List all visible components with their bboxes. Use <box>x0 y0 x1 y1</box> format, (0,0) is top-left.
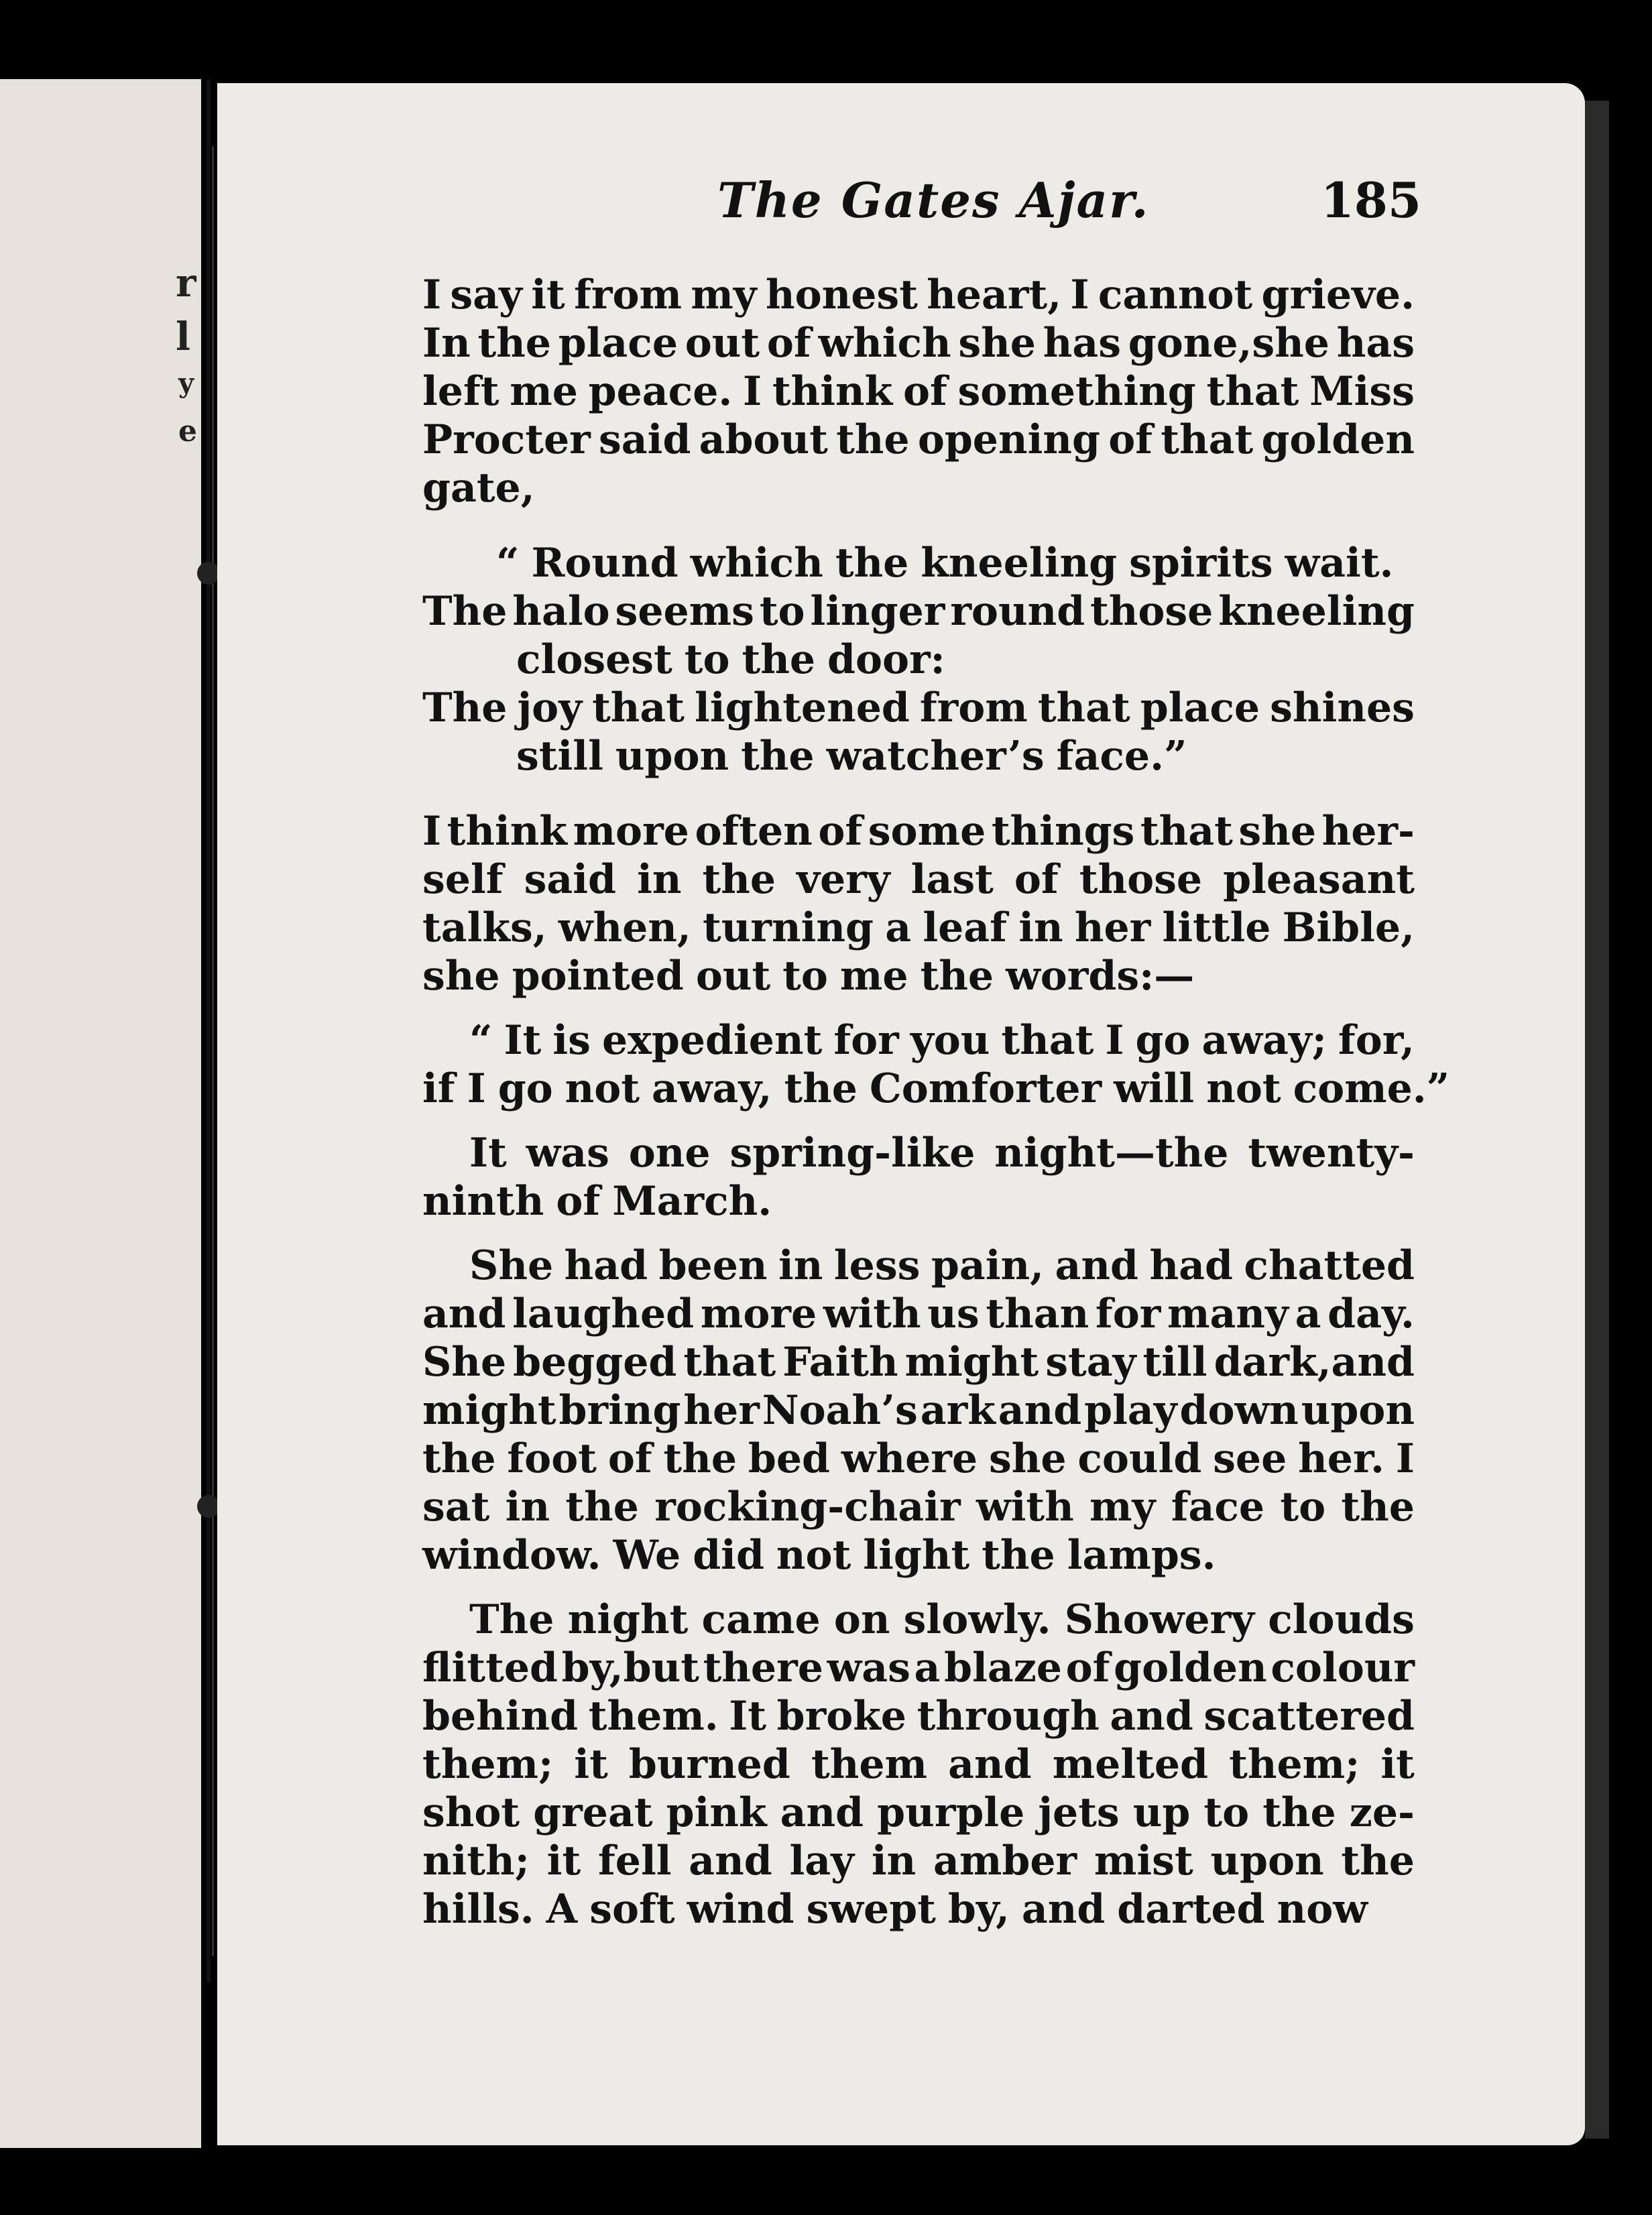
text-line: nith; it fell and lay in amber mist upon the <box>422 1838 1415 1884</box>
text-line: The halo seems to linger round those kneeling <box>422 588 1415 635</box>
text-line: might bring her Noah’s ark and play down upon <box>422 1387 1415 1434</box>
text-line: talks, when, turning a leaf in her little Bible, <box>422 904 1415 951</box>
book-binding-gutter <box>201 79 217 1983</box>
text-line: ninth of March. <box>422 1178 772 1225</box>
facing-page-char: y <box>178 367 194 399</box>
binding-thread-shadow <box>212 146 214 1956</box>
paragraph-gap <box>422 1225 1415 1242</box>
paragraph-prose-continued <box>422 807 1415 1000</box>
paragraph-poem <box>422 539 1415 780</box>
text-line: She begged that Faith might stay till dark,and <box>422 1339 1415 1386</box>
text-line: hills. A soft wind swept by, and darted now <box>422 1886 1368 1933</box>
paragraph-gap <box>422 780 1415 807</box>
text-line: self said in the very last of those pleasant <box>422 856 1415 903</box>
text-line: behind them. It broke through and scattered <box>422 1693 1415 1740</box>
text-line: sat in the rocking-chair with my face to the <box>422 1484 1415 1531</box>
text-line: The night came on slowly. Showery clouds <box>469 1596 1415 1643</box>
facing-page-char: r <box>176 260 196 306</box>
facing-page-edge <box>0 79 201 2148</box>
paragraph-prose-continued <box>422 271 1415 512</box>
text-line: gate, <box>422 465 535 512</box>
paragraph-prose <box>422 1129 1415 1225</box>
paragraph-gap <box>422 1113 1415 1129</box>
binding-stitch <box>197 562 220 585</box>
text-line: Procter said about the opening of that golden <box>422 416 1415 463</box>
text-line: and laughed more with us than for many a day. <box>422 1291 1415 1337</box>
text-line: The joy that lightened from that place shines <box>422 684 1415 731</box>
page-stack-edge <box>1585 101 1609 2139</box>
text-line: still upon the watcher’s face.” <box>516 733 1187 780</box>
text-line: if I go not away, the Comforter will not come.” <box>422 1065 1450 1112</box>
text-line: I say it from my honest heart, I cannot grieve. <box>422 272 1415 318</box>
text-line: “ Round which the kneeling spirits wait. <box>496 540 1394 587</box>
text-line: shot great pink and purple jets up to the ze- <box>422 1789 1415 1836</box>
binding-thread <box>206 79 211 1983</box>
page-body <box>422 271 1450 1933</box>
paragraph-gap <box>422 512 1415 539</box>
text-line: It was one spring-like night—the twenty- <box>469 1130 1415 1177</box>
text-line: the foot of the bed where she could see her. I <box>422 1435 1415 1482</box>
text-line: closest to the door: <box>516 636 945 683</box>
facing-page-char: e <box>178 414 197 448</box>
text-line: “ It is expedient for you that I go away; for, <box>469 1017 1415 1064</box>
binding-stitch <box>197 1495 220 1518</box>
text-line: She had been in less pain, and had chatted <box>469 1242 1415 1289</box>
text-line: them; it burned them and melted them; it <box>422 1741 1415 1788</box>
text-line: she pointed out to me the words:— <box>422 953 1195 1000</box>
page-number: 185 <box>1320 172 1421 229</box>
text-line: In the place out of which she has gone,she has <box>422 320 1415 367</box>
text-line: left me peace. I think of something that Miss <box>422 368 1415 415</box>
paragraph-gap <box>422 1579 1415 1596</box>
running-title: The Gates Ajar. <box>717 172 1150 229</box>
paragraph-quote <box>422 1016 1450 1113</box>
paragraph-prose <box>422 1596 1415 1933</box>
paragraph-gap <box>422 1000 1415 1016</box>
text-line: window. We did not light the lamps. <box>422 1532 1216 1579</box>
running-header <box>697 172 1421 232</box>
text-line: I think more often of some things that she her- <box>422 808 1415 855</box>
text-line: flitted by,but there was a blaze of golden colour <box>422 1644 1415 1691</box>
facing-page-char: l <box>176 314 191 359</box>
paragraph-prose <box>422 1242 1415 1579</box>
